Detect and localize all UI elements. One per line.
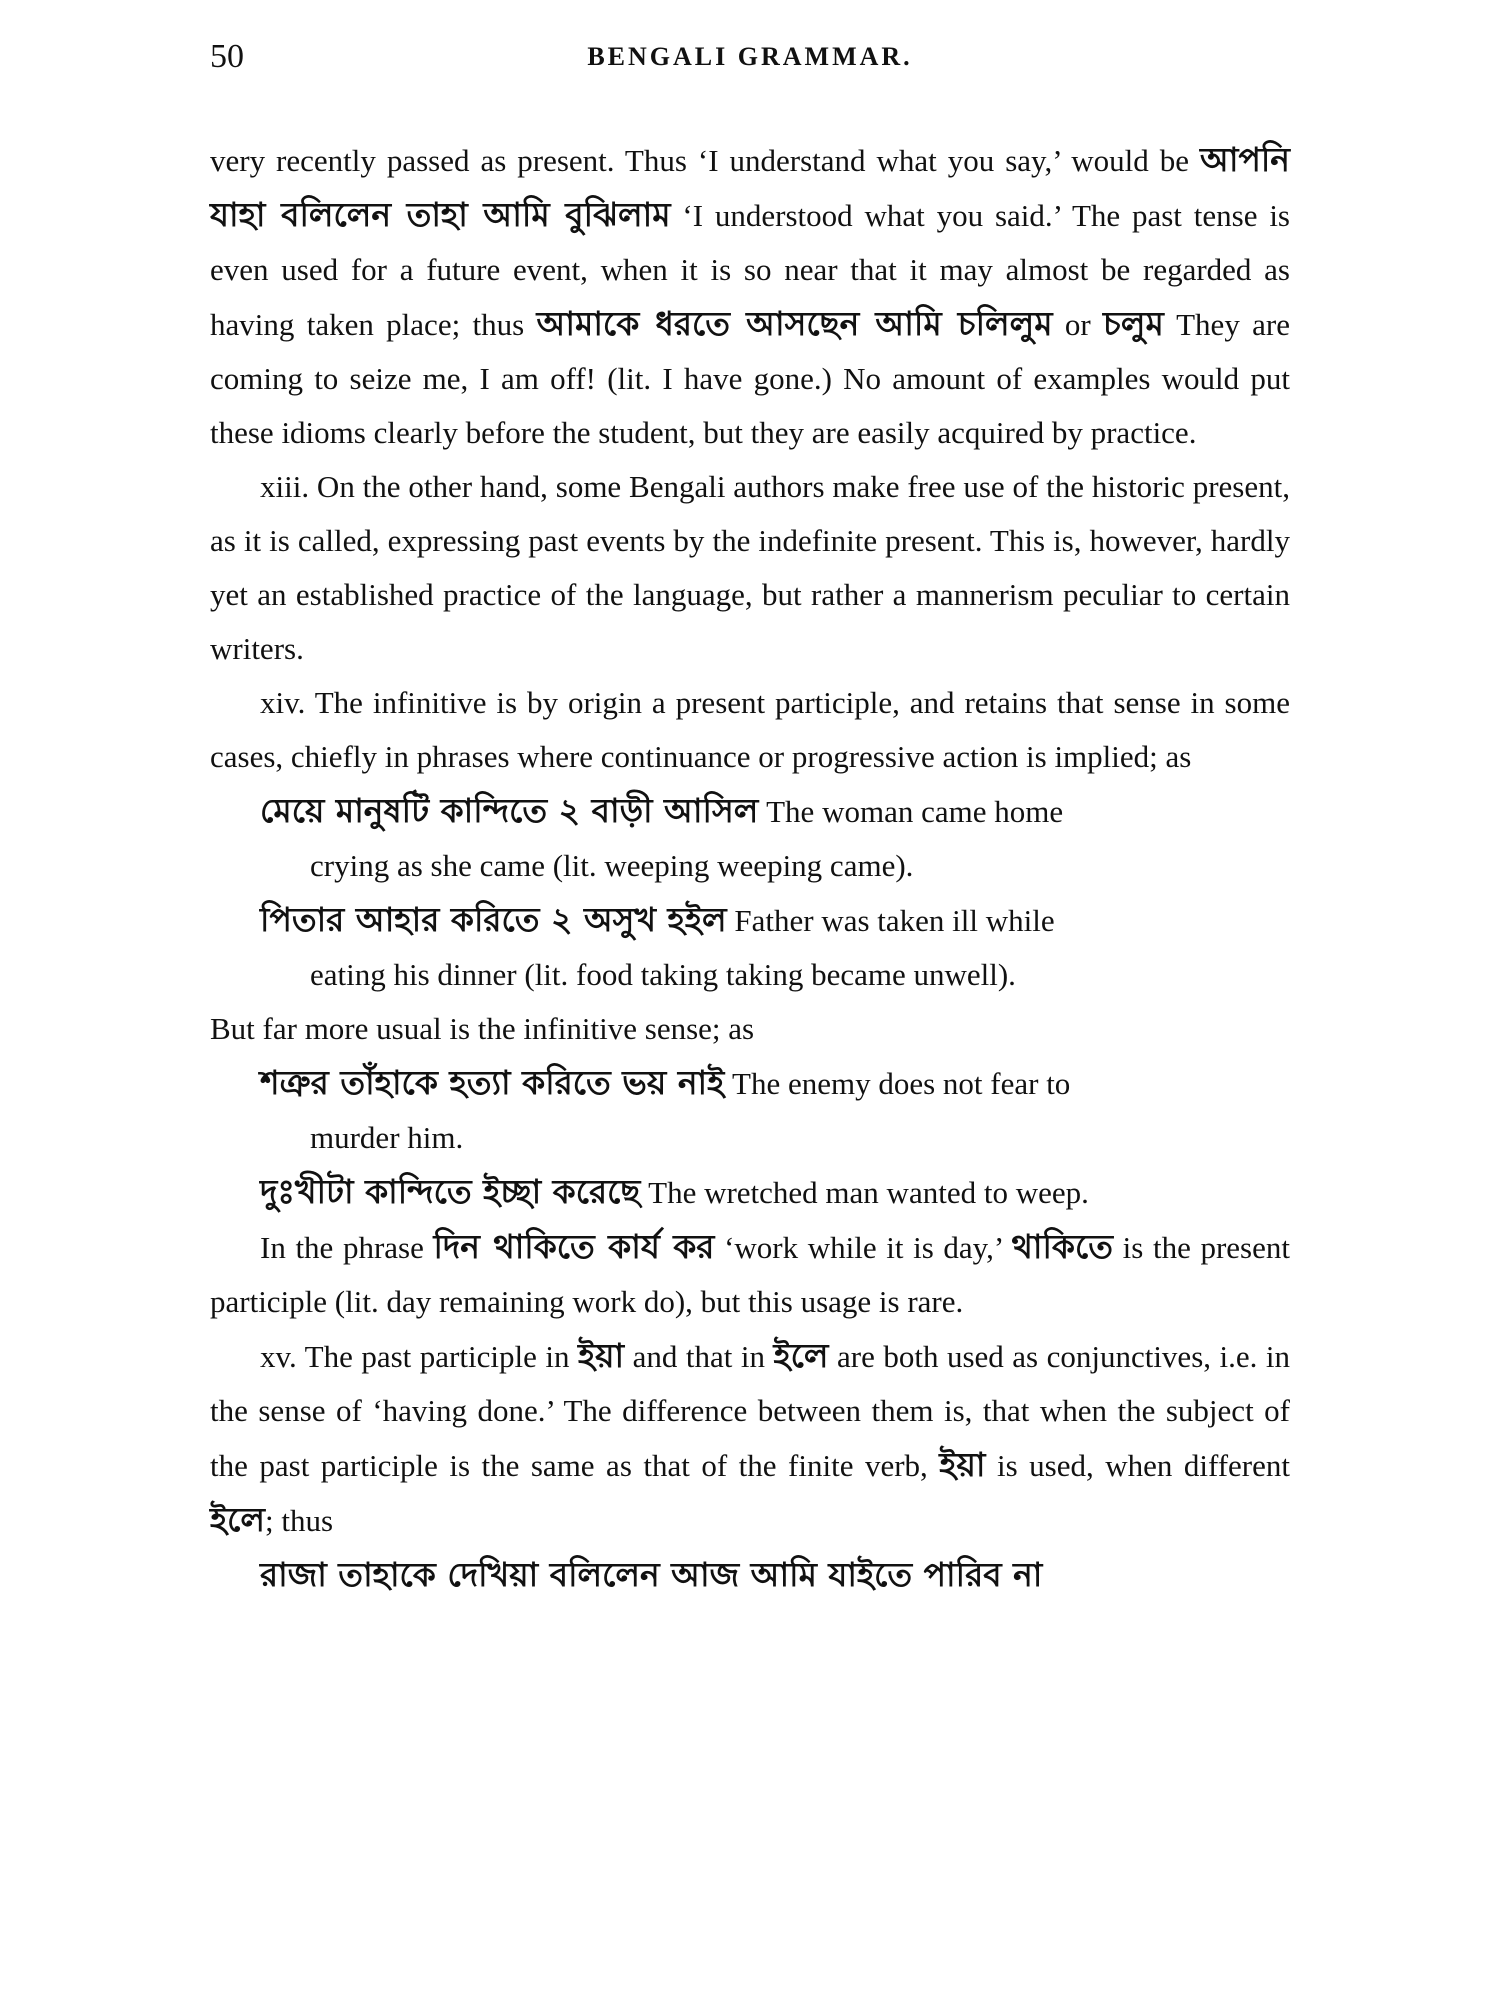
- paragraph-1: [210, 133, 1290, 460]
- text-span: The enemy does not fear to: [724, 1066, 1071, 1101]
- text-span: crying as she came (lit. weeping weeping came).: [310, 848, 914, 883]
- text-span: is used, when different: [985, 1448, 1290, 1483]
- text-span: ‘work while it is day,’: [714, 1230, 1012, 1265]
- example-3: [210, 1056, 1290, 1165]
- running-head: BENGALI GRAMMAR.: [587, 42, 913, 71]
- example-4: [210, 1165, 1290, 1220]
- bengali-phrase: মেয়ে মানুষটি কান্দিতে ২ বাড়ী আসিল: [260, 791, 759, 830]
- bengali-phrase: ইয়া: [939, 1445, 986, 1484]
- text-span: is the present participle (lit. day remaining work do), but this usage is rare.: [210, 1230, 1290, 1319]
- body-text: [210, 133, 1290, 1603]
- bengali-phrase: আমাকে ধরতে আসছেন আমি চলিলুম: [536, 304, 1053, 343]
- text-span: are both used as conjunctives, i.e. in the sense of ‘having done.’ The difference between them is, that when the subject of the past participle is the same as that of the finite verb,: [210, 1339, 1290, 1483]
- text-span: eating his dinner (lit. food taking taking became unwell).: [310, 957, 1016, 992]
- book-page: [210, 38, 1290, 1603]
- paragraph-xv: [210, 1329, 1290, 1548]
- text-span: The wretched man wanted to weep.: [640, 1175, 1089, 1210]
- paragraph-xiv: xiv. The infinitive is by origin a present participle, and retains that sense in some cases, chiefly in phrases where continuance or progressive action is implied; as: [210, 685, 1290, 774]
- bengali-phrase: পিতার আহার করিতে ২ অসুখ হইল: [260, 900, 727, 939]
- text-span: Father was taken ill while: [726, 903, 1055, 938]
- text-span: murder him.: [310, 1120, 464, 1155]
- paragraph-infinitive: But far more usual is the infinitive sense; as: [210, 1011, 755, 1046]
- text-span: and that in: [624, 1339, 774, 1374]
- bengali-phrase: চলুম: [1103, 304, 1164, 343]
- bengali-phrase: ইলে: [210, 1500, 266, 1539]
- bengali-phrase: রাজা তাহাকে দেখিয়া বলিলেন আজ আমি যাইতে পারিব না: [260, 1555, 1043, 1594]
- text-span: The woman came home: [758, 794, 1064, 829]
- text-span: very recently passed as present. Thus ‘I understand what you say,’ would be: [210, 143, 1200, 178]
- page-header: [210, 38, 1290, 88]
- text-span: ‘I understood what you said.’ The past tense is even used for a future event, when it is so near that it may almost be regarded as having taken place; thus: [210, 198, 1290, 342]
- text-span: In the phrase: [260, 1230, 434, 1265]
- example-1: [210, 784, 1290, 893]
- bengali-phrase: থাকিতে: [1011, 1227, 1114, 1266]
- bengali-phrase: আপনি যাহা বলিলেন তাহা আমি বুঝিলাম: [210, 140, 1290, 234]
- paragraph-phrase: [210, 1220, 1290, 1329]
- paragraph-xiii: xiii. On the other hand, some Bengali authors make free use of the historic present, as it is called, expressing past events by the indefinite present. This is, however, hardly yet an established practice of the language, but rather a mannerism peculiar to certain writers.: [210, 469, 1290, 666]
- example-5: [210, 1548, 1290, 1603]
- text-span: or: [1052, 307, 1104, 342]
- bengali-phrase: শত্রুর তাঁহাকে হত্যা করিতে ভয় নাই: [260, 1063, 725, 1102]
- bengali-phrase: ইয়া: [577, 1336, 625, 1375]
- text-span: ; thus: [265, 1503, 334, 1538]
- example-2: [210, 893, 1290, 1002]
- bengali-phrase: ইলে: [773, 1336, 829, 1375]
- bengali-phrase: দিন থাকিতে কার্য কর: [433, 1227, 715, 1266]
- text-span: xv. The past participle in: [260, 1339, 578, 1374]
- page-number: 50: [210, 38, 244, 75]
- text-span: They are coming to seize me, I am off! (lit. I have gone.) No amount of examples would put these idioms clearly before the student, but they are easily acquired by practice.: [210, 307, 1290, 450]
- bengali-phrase: দুঃখীটা কান্দিতে ইচ্ছা করেছে: [260, 1172, 641, 1211]
